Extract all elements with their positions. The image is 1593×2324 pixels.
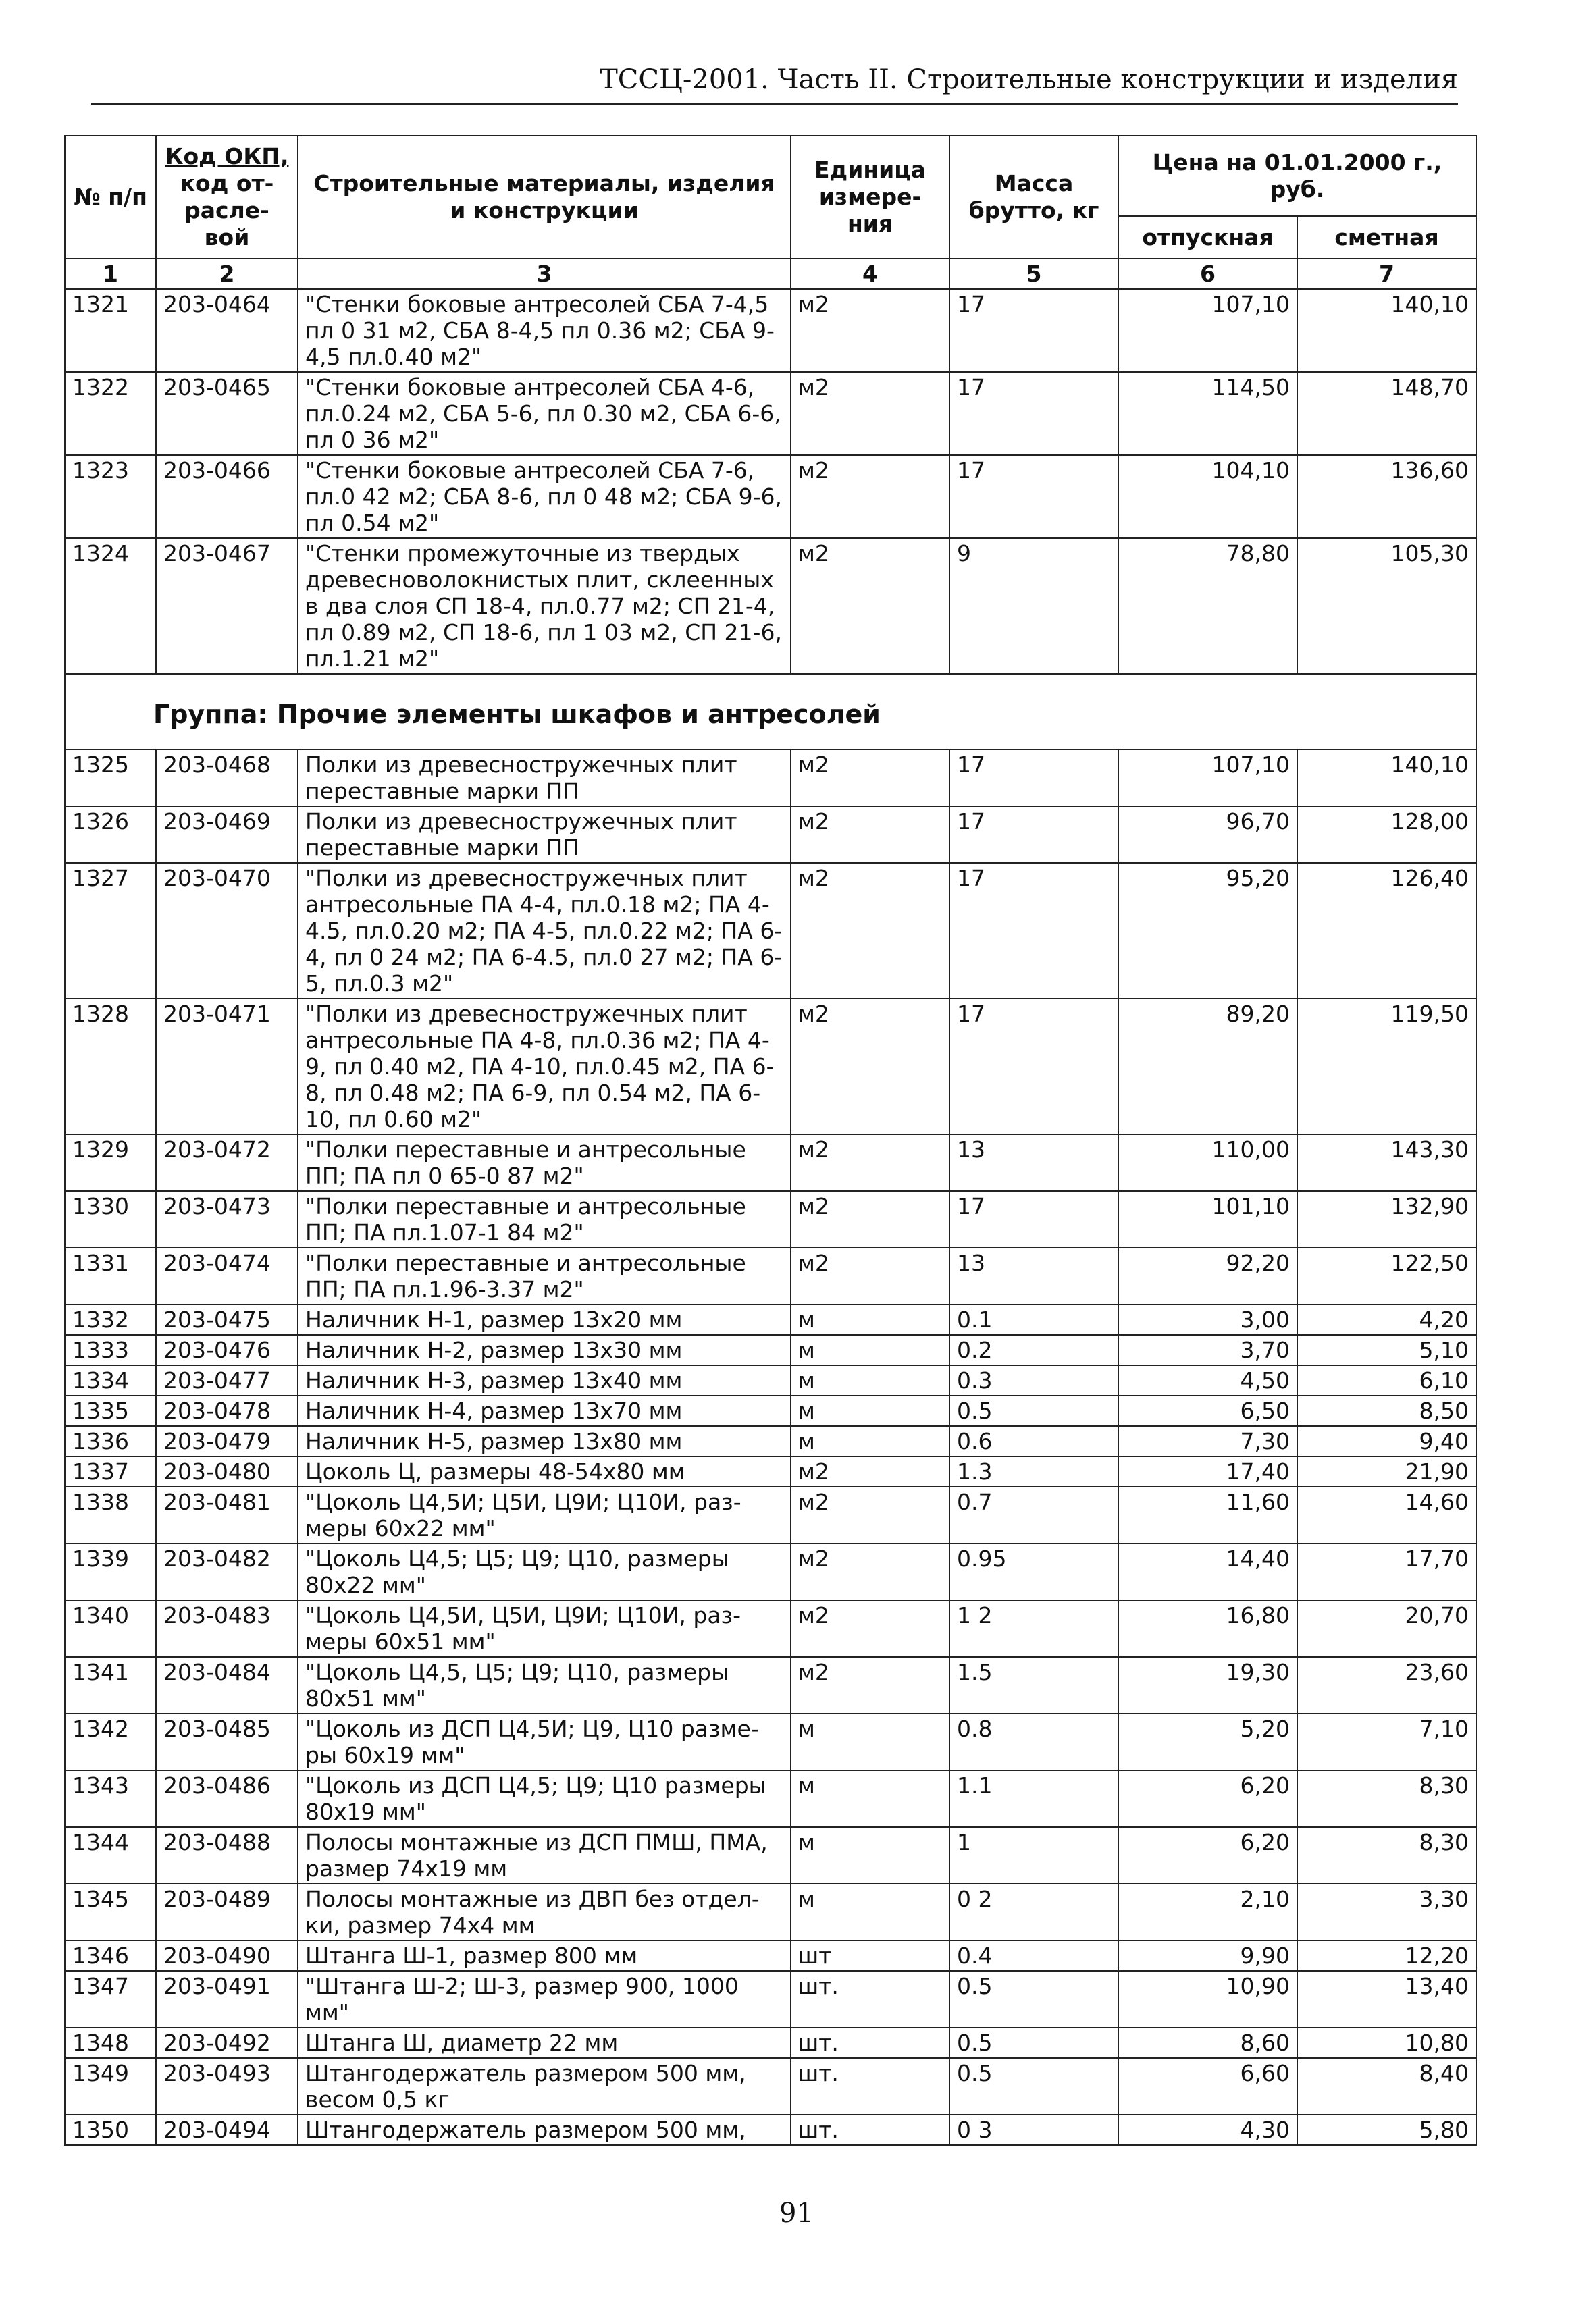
- estimate-price: 9,40: [1297, 1426, 1476, 1456]
- unit-of-measure: м2: [791, 1456, 949, 1487]
- unit-of-measure: м2: [791, 538, 949, 674]
- okp-code: 203-0480: [156, 1456, 298, 1487]
- gross-mass: 0.8: [949, 1714, 1118, 1770]
- release-price: 3,70: [1118, 1335, 1297, 1365]
- okp-code: 203-0482: [156, 1543, 298, 1600]
- okp-code: 203-0483: [156, 1600, 298, 1657]
- row-number: 1331: [65, 1248, 156, 1304]
- row-number: 1321: [65, 289, 156, 372]
- gross-mass: 0.7: [949, 1487, 1118, 1543]
- unit-of-measure: м: [791, 1396, 949, 1426]
- release-price: 89,20: [1118, 999, 1297, 1134]
- row-number: 1338: [65, 1487, 156, 1543]
- release-price: 14,40: [1118, 1543, 1297, 1600]
- row-number: 1323: [65, 455, 156, 538]
- header-okp-code: [156, 136, 298, 259]
- unit-of-measure: м: [791, 1770, 949, 1827]
- unit-of-measure: м2: [791, 806, 949, 863]
- material-name: "Цоколь Ц4,5; Ц5; Ц9; Ц10, размеры 80х22 мм": [298, 1543, 791, 1600]
- column-number: 6: [1118, 259, 1297, 289]
- table-body-top: [65, 259, 1476, 674]
- gross-mass: 13: [949, 1248, 1118, 1304]
- row-number: 1350: [65, 2115, 156, 2145]
- column-number: 5: [949, 259, 1118, 289]
- release-price: 95,20: [1118, 863, 1297, 999]
- header-num: № п/п: [65, 136, 156, 259]
- header-price-release: отпускная: [1118, 216, 1297, 259]
- gross-mass: 1: [949, 1827, 1118, 1884]
- estimate-price: 8,40: [1297, 2058, 1476, 2115]
- material-name: Штанга Ш, диаметр 22 мм: [298, 2028, 791, 2058]
- estimate-price: 140,10: [1297, 749, 1476, 806]
- table-row: [65, 1827, 1476, 1884]
- release-price: 96,70: [1118, 806, 1297, 863]
- row-number: 1325: [65, 749, 156, 806]
- estimate-price: 132,90: [1297, 1191, 1476, 1248]
- okp-code: 203-0491: [156, 1971, 298, 2028]
- okp-code: 203-0465: [156, 372, 298, 455]
- column-number: 3: [298, 259, 791, 289]
- gross-mass: 0.2: [949, 1335, 1118, 1365]
- estimate-price: 105,30: [1297, 538, 1476, 674]
- material-name: "Полки из древесностружечных плит антресольные ПА 4-4, пл.0.18 м2; ПА 4-4.5, пл.0.20 м2; ПА 4-5, пл.0.22 м2; ПА 6-4, пл 0 24 м2; ПА 6-4.5, пл.0 27 м2; ПА 6-5, пл.0.3 м2": [298, 863, 791, 999]
- okp-code: 203-0492: [156, 2028, 298, 2058]
- header-mass: Масса брутто, кг: [949, 136, 1118, 259]
- release-price: 3,00: [1118, 1304, 1297, 1335]
- gross-mass: 0.5: [949, 2058, 1118, 2115]
- gross-mass: 13: [949, 1134, 1118, 1191]
- estimate-price: 8,30: [1297, 1770, 1476, 1827]
- okp-code: 203-0494: [156, 2115, 298, 2145]
- material-name: "Стенки промежуточные из твердых древесноволокнистых плит, склеенных в два слоя СП 18-4, пл.0.77 м2; СП 21-4, пл 0.89 м2, СП 18-6, пл 1 03 м2, СП 21-6, пл.1.21 м2": [298, 538, 791, 674]
- row-number: 1328: [65, 999, 156, 1134]
- column-number: 4: [791, 259, 949, 289]
- release-price: 7,30: [1118, 1426, 1297, 1456]
- release-price: 6,60: [1118, 2058, 1297, 2115]
- group-section: [65, 674, 1476, 749]
- table-row: [65, 1487, 1476, 1543]
- okp-code: 203-0473: [156, 1191, 298, 1248]
- estimate-price: 136,60: [1297, 455, 1476, 538]
- gross-mass: 17: [949, 1191, 1118, 1248]
- unit-of-measure: м2: [791, 1657, 949, 1714]
- table-row: [65, 2028, 1476, 2058]
- release-price: 10,90: [1118, 1971, 1297, 2028]
- gross-mass: 17: [949, 455, 1118, 538]
- gross-mass: 17: [949, 289, 1118, 372]
- table-row: [65, 1770, 1476, 1827]
- material-name: "Цоколь Ц4,5И; Ц5И, Ц9И; Ц10И, раз-меры 60х22 мм": [298, 1487, 791, 1543]
- estimate-price: 12,20: [1297, 1940, 1476, 1971]
- release-price: 6,20: [1118, 1827, 1297, 1884]
- table-row: [65, 863, 1476, 999]
- unit-of-measure: м2: [791, 1134, 949, 1191]
- okp-code: 203-0466: [156, 455, 298, 538]
- table-row: [65, 1940, 1476, 1971]
- release-price: 5,20: [1118, 1714, 1297, 1770]
- gross-mass: 0.5: [949, 2028, 1118, 2058]
- material-name: "Стенки боковые антресолей СБА 7-4,5 пл 0 31 м2, СБА 8-4,5 пл 0.36 м2; СБА 9-4,5 пл.0.40 м2": [298, 289, 791, 372]
- column-number: 1: [65, 259, 156, 289]
- okp-code: 203-0478: [156, 1396, 298, 1426]
- estimate-price: 143,30: [1297, 1134, 1476, 1191]
- release-price: 104,10: [1118, 455, 1297, 538]
- row-number: 1342: [65, 1714, 156, 1770]
- table-row: [65, 806, 1476, 863]
- material-name: Штангодержатель размером 500 мм,: [298, 2115, 791, 2145]
- gross-mass: 0.6: [949, 1426, 1118, 1456]
- release-price: 4,30: [1118, 2115, 1297, 2145]
- unit-of-measure: м2: [791, 1191, 949, 1248]
- row-number: 1337: [65, 1456, 156, 1487]
- gross-mass: 0.95: [949, 1543, 1118, 1600]
- gross-mass: 0.4: [949, 1940, 1118, 1971]
- okp-code: 203-0486: [156, 1770, 298, 1827]
- release-price: 4,50: [1118, 1365, 1297, 1396]
- gross-mass: 17: [949, 999, 1118, 1134]
- table-row: [65, 1971, 1476, 2028]
- unit-of-measure: м: [791, 1426, 949, 1456]
- gross-mass: 0 2: [949, 1884, 1118, 1940]
- estimate-price: 10,80: [1297, 2028, 1476, 2058]
- material-name: "Полки из древесностружечных плит антресольные ПА 4-8, пл.0.36 м2; ПА 4-9, пл 0.40 м2, ПА 4-10, пл.0.45 м2, ПА 6-8, пл 0.48 м2; ПА 6-9, пл 0.54 м2, ПА 6-10, пл 0.60 м2": [298, 999, 791, 1134]
- material-name: "Цоколь Ц4,5, Ц5; Ц9; Ц10, размеры 80х51 мм": [298, 1657, 791, 1714]
- group-title: Группа: Прочие элементы шкафов и антресолей: [65, 674, 1476, 749]
- table-row: [65, 1600, 1476, 1657]
- gross-mass: 0 3: [949, 2115, 1118, 2145]
- row-number: 1322: [65, 372, 156, 455]
- estimate-price: 17,70: [1297, 1543, 1476, 1600]
- material-name: Штангодержатель размером 500 мм, весом 0,5 кг: [298, 2058, 791, 2115]
- gross-mass: 1.5: [949, 1657, 1118, 1714]
- table-header: [65, 136, 1476, 259]
- material-name: "Цоколь из ДСП Ц4,5; Ц9; Ц10 размеры 80х19 мм": [298, 1770, 791, 1827]
- unit-of-measure: шт.: [791, 2115, 949, 2145]
- table-row: [65, 1248, 1476, 1304]
- gross-mass: 17: [949, 749, 1118, 806]
- column-numbers-row: [65, 259, 1476, 289]
- table-row: [65, 1134, 1476, 1191]
- okp-code: 203-0485: [156, 1714, 298, 1770]
- estimate-price: 148,70: [1297, 372, 1476, 455]
- material-name: "Стенки боковые антресолей СБА 7-6, пл.0 42 м2; СБА 8-6, пл 0 48 м2; СБА 9-6, пл 0.54 м2": [298, 455, 791, 538]
- row-number: 1324: [65, 538, 156, 674]
- table-row: [65, 538, 1476, 674]
- release-price: 8,60: [1118, 2028, 1297, 2058]
- group-row: [65, 674, 1476, 749]
- okp-code: 203-0489: [156, 1884, 298, 1940]
- table-row: [65, 2115, 1476, 2145]
- material-name: "Цоколь из ДСП Ц4,5И; Ц9, Ц10 разме-ры 60х19 мм": [298, 1714, 791, 1770]
- table-row: [65, 1714, 1476, 1770]
- gross-mass: 0.5: [949, 1971, 1118, 2028]
- table-row: [65, 289, 1476, 372]
- header-price-group: Цена на 01.01.2000 г., руб.: [1118, 136, 1476, 216]
- gross-mass: 0.5: [949, 1396, 1118, 1426]
- unit-of-measure: шт: [791, 1940, 949, 1971]
- column-number: 7: [1297, 259, 1476, 289]
- release-price: 16,80: [1118, 1600, 1297, 1657]
- unit-of-measure: м2: [791, 749, 949, 806]
- estimate-price: 13,40: [1297, 1971, 1476, 2028]
- page-number: 91: [779, 2198, 814, 2229]
- row-number: 1341: [65, 1657, 156, 1714]
- estimate-price: 140,10: [1297, 289, 1476, 372]
- gross-mass: 1.1: [949, 1770, 1118, 1827]
- column-number: 2: [156, 259, 298, 289]
- estimate-price: 119,50: [1297, 999, 1476, 1134]
- table-row: [65, 1335, 1476, 1365]
- row-number: 1345: [65, 1884, 156, 1940]
- gross-mass: 1.3: [949, 1456, 1118, 1487]
- unit-of-measure: м2: [791, 863, 949, 999]
- material-name: "Полки переставные и антресольные ПП; ПА пл 0 65-0 87 м2": [298, 1134, 791, 1191]
- header-material: Строительные материалы, изделия и конструкции: [298, 136, 791, 259]
- okp-code: 203-0490: [156, 1940, 298, 1971]
- material-name: Цоколь Ц, размеры 48-54х80 мм: [298, 1456, 791, 1487]
- material-name: Наличник Н-2, размер 13х30 мм: [298, 1335, 791, 1365]
- release-price: 17,40: [1118, 1456, 1297, 1487]
- header-okp-line1: Код ОКП,: [165, 143, 289, 169]
- row-number: 1326: [65, 806, 156, 863]
- release-price: 19,30: [1118, 1657, 1297, 1714]
- okp-code: 203-0477: [156, 1365, 298, 1396]
- unit-of-measure: м2: [791, 999, 949, 1134]
- okp-code: 203-0488: [156, 1827, 298, 1884]
- unit-of-measure: м: [791, 1304, 949, 1335]
- row-number: 1336: [65, 1426, 156, 1456]
- row-number: 1340: [65, 1600, 156, 1657]
- estimate-price: 8,50: [1297, 1396, 1476, 1426]
- row-number: 1330: [65, 1191, 156, 1248]
- okp-code: 203-0484: [156, 1657, 298, 1714]
- header-okp-line2: код от-расле-вой: [180, 170, 274, 250]
- row-number: 1344: [65, 1827, 156, 1884]
- row-number: 1334: [65, 1365, 156, 1396]
- unit-of-measure: м2: [791, 1600, 949, 1657]
- release-price: 107,10: [1118, 749, 1297, 806]
- release-price: 101,10: [1118, 1191, 1297, 1248]
- unit-of-measure: м: [791, 1335, 949, 1365]
- material-name: Наличник Н-4, размер 13х70 мм: [298, 1396, 791, 1426]
- unit-of-measure: м: [791, 1884, 949, 1940]
- row-number: 1327: [65, 863, 156, 999]
- material-name: Полки из древесностружечных плит переставные марки ПП: [298, 749, 791, 806]
- estimate-price: 6,10: [1297, 1365, 1476, 1396]
- okp-code: 203-0476: [156, 1335, 298, 1365]
- okp-code: 203-0481: [156, 1487, 298, 1543]
- release-price: 11,60: [1118, 1487, 1297, 1543]
- material-name: Наличник Н-3, размер 13х40 мм: [298, 1365, 791, 1396]
- estimate-price: 128,00: [1297, 806, 1476, 863]
- estimate-price: 4,20: [1297, 1304, 1476, 1335]
- row-number: 1333: [65, 1335, 156, 1365]
- okp-code: 203-0493: [156, 2058, 298, 2115]
- material-name: "Полки переставные и антресольные ПП; ПА пл.1.96-3.37 м2": [298, 1248, 791, 1304]
- unit-of-measure: м2: [791, 1248, 949, 1304]
- table-row: [65, 455, 1476, 538]
- table-row: [65, 1304, 1476, 1335]
- row-number: 1335: [65, 1396, 156, 1426]
- table-row: [65, 2058, 1476, 2115]
- release-price: 114,50: [1118, 372, 1297, 455]
- estimate-price: 21,90: [1297, 1456, 1476, 1487]
- unit-of-measure: м2: [791, 372, 949, 455]
- table-row: [65, 1456, 1476, 1487]
- estimate-price: 122,50: [1297, 1248, 1476, 1304]
- unit-of-measure: м2: [791, 1487, 949, 1543]
- estimate-price: 5,10: [1297, 1335, 1476, 1365]
- release-price: 110,00: [1118, 1134, 1297, 1191]
- okp-code: 203-0464: [156, 289, 298, 372]
- table-row: [65, 1884, 1476, 1940]
- row-number: 1332: [65, 1304, 156, 1335]
- unit-of-measure: м2: [791, 1543, 949, 1600]
- gross-mass: 0.1: [949, 1304, 1118, 1335]
- material-name: Наличник Н-1, размер 13х20 мм: [298, 1304, 791, 1335]
- gross-mass: 17: [949, 372, 1118, 455]
- header-price-estimate: сметная: [1297, 216, 1476, 259]
- estimate-price: 5,80: [1297, 2115, 1476, 2145]
- row-number: 1348: [65, 2028, 156, 2058]
- release-price: 92,20: [1118, 1248, 1297, 1304]
- unit-of-measure: м: [791, 1827, 949, 1884]
- table-row: [65, 1191, 1476, 1248]
- okp-code: 203-0472: [156, 1134, 298, 1191]
- estimate-price: 126,40: [1297, 863, 1476, 999]
- gross-mass: 9: [949, 538, 1118, 674]
- okp-code: 203-0471: [156, 999, 298, 1134]
- row-number: 1329: [65, 1134, 156, 1191]
- estimate-price: 3,30: [1297, 1884, 1476, 1940]
- okp-code: 203-0469: [156, 806, 298, 863]
- okp-code: 203-0479: [156, 1426, 298, 1456]
- estimate-price: 14,60: [1297, 1487, 1476, 1543]
- table-row: [65, 1396, 1476, 1426]
- material-name: "Полки переставные и антресольные ПП; ПА пл.1.07-1 84 м2": [298, 1191, 791, 1248]
- unit-of-measure: м2: [791, 289, 949, 372]
- unit-of-measure: шт.: [791, 2028, 949, 2058]
- unit-of-measure: м: [791, 1714, 949, 1770]
- table-row: [65, 1543, 1476, 1600]
- material-name: "Штанга Ш-2; Ш-3, размер 900, 1000 мм": [298, 1971, 791, 2028]
- material-name: Полосы монтажные из ДСП ПМШ, ПМА, размер 74х19 мм: [298, 1827, 791, 1884]
- table-row: [65, 1657, 1476, 1714]
- row-number: 1349: [65, 2058, 156, 2115]
- release-price: 78,80: [1118, 538, 1297, 674]
- unit-of-measure: м: [791, 1365, 949, 1396]
- page-header: ТССЦ-2001. Часть II. Строительные конструкции и изделия: [91, 64, 1458, 105]
- material-name: Наличник Н-5, размер 13х80 мм: [298, 1426, 791, 1456]
- unit-of-measure: м2: [791, 455, 949, 538]
- release-price: 107,10: [1118, 289, 1297, 372]
- release-price: 6,20: [1118, 1770, 1297, 1827]
- gross-mass: 17: [949, 806, 1118, 863]
- material-name: "Цоколь Ц4,5И, Ц5И, Ц9И; Ц10И, раз-меры 60х51 мм": [298, 1600, 791, 1657]
- table-row: [65, 749, 1476, 806]
- unit-of-measure: шт.: [791, 2058, 949, 2115]
- price-table: [64, 135, 1477, 2146]
- table-row: [65, 999, 1476, 1134]
- unit-of-measure: шт.: [791, 1971, 949, 2028]
- gross-mass: 17: [949, 863, 1118, 999]
- release-price: 2,10: [1118, 1884, 1297, 1940]
- okp-code: 203-0468: [156, 749, 298, 806]
- okp-code: 203-0475: [156, 1304, 298, 1335]
- material-name: Полки из древесностружечных плит переставные марки ПП: [298, 806, 791, 863]
- gross-mass: 0.3: [949, 1365, 1118, 1396]
- header-unit: Единица измере-ния: [791, 136, 949, 259]
- okp-code: 203-0474: [156, 1248, 298, 1304]
- row-number: 1346: [65, 1940, 156, 1971]
- release-price: 9,90: [1118, 1940, 1297, 1971]
- table-row: [65, 372, 1476, 455]
- gross-mass: 1 2: [949, 1600, 1118, 1657]
- row-number: 1339: [65, 1543, 156, 1600]
- estimate-price: 23,60: [1297, 1657, 1476, 1714]
- estimate-price: 7,10: [1297, 1714, 1476, 1770]
- okp-code: 203-0467: [156, 538, 298, 674]
- row-number: 1343: [65, 1770, 156, 1827]
- estimate-price: 20,70: [1297, 1600, 1476, 1657]
- material-name: "Стенки боковые антресолей СБА 4-6, пл.0.24 м2, СБА 5-6, пл 0.30 м2, СБА 6-6, пл 0 36 м2": [298, 372, 791, 455]
- table-row: [65, 1365, 1476, 1396]
- row-number: 1347: [65, 1971, 156, 2028]
- estimate-price: 8,30: [1297, 1827, 1476, 1884]
- release-price: 6,50: [1118, 1396, 1297, 1426]
- material-name: Штанга Ш-1, размер 800 мм: [298, 1940, 791, 1971]
- table-row: [65, 1426, 1476, 1456]
- okp-code: 203-0470: [156, 863, 298, 999]
- table-body-bottom: [65, 749, 1476, 2145]
- material-name: Полосы монтажные из ДВП без отдел-ки, размер 74х4 мм: [298, 1884, 791, 1940]
